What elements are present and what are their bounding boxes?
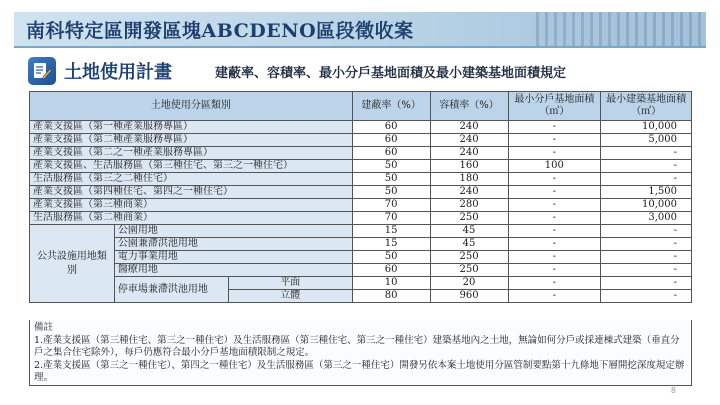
public-name: 公園兼滯洪池用地: [114, 238, 352, 251]
min-household-cell: 100: [508, 160, 601, 173]
far-cell: 45: [430, 225, 508, 238]
min-household-cell: -: [508, 212, 601, 225]
table-row: [30, 277, 692, 290]
coverage-cell: 80: [352, 290, 430, 303]
note-item: 1.產業支援區（第三種住宅、第三之一種住宅）及生活服務區（第三種住宅、第三之一種住宅）建築基地內之土地，無論如何分戶或採連棟式建築（垂直分戶之集合住宅除外），每戶仍應符合最小分戶基地面積限制之規定。: [34, 334, 680, 358]
coverage-cell: 10: [352, 277, 430, 290]
min-building-cell: -: [601, 147, 692, 160]
table-row: [30, 212, 692, 225]
coverage-cell: 60: [352, 264, 430, 277]
far-cell: 280: [430, 199, 508, 212]
parking-type: 立體: [228, 290, 352, 303]
zone-cell: 產業支援區（第二之一種產業服務專區）: [30, 147, 353, 160]
table-row: [30, 199, 692, 212]
far-cell: 240: [430, 147, 508, 160]
edit-document-icon: [28, 57, 56, 85]
parking-type: 平面: [228, 277, 352, 290]
min-building-cell: 10,000: [601, 121, 692, 134]
table-row: [30, 121, 692, 134]
coverage-cell: 70: [352, 199, 430, 212]
coverage-cell: 50: [352, 186, 430, 199]
min-building-cell: -: [601, 173, 692, 186]
min-household-cell: -: [508, 251, 601, 264]
land-use-table: [29, 91, 692, 303]
table-row: [30, 134, 692, 147]
min-household-cell: -: [508, 134, 601, 147]
far-cell: 250: [430, 251, 508, 264]
header-coverage: 建蔽率（%）: [352, 92, 430, 121]
notes-box: [29, 320, 692, 386]
zone-cell: 產業支援區（第四種住宅、第四之一種住宅）: [30, 186, 353, 199]
min-building-cell: 1,500: [601, 186, 692, 199]
min-building-cell: 5,000: [601, 134, 692, 147]
coverage-cell: 60: [352, 134, 430, 147]
zone-cell: 產業支援區（第三種商業）: [30, 199, 353, 212]
table-row: [30, 173, 692, 186]
section-title: 土地使用計畫: [64, 62, 172, 83]
zone-cell: 產業支援區（第一種產業服務專區）: [30, 121, 353, 134]
table-row: [30, 225, 692, 238]
table-row: [30, 147, 692, 160]
header-min-building: 最小建築基地面積（㎡）: [601, 92, 692, 121]
far-cell: 250: [430, 212, 508, 225]
header-zone: 土地使用分區類別: [30, 92, 353, 121]
table-header-row: [30, 92, 692, 121]
table-row: [30, 238, 692, 251]
header-min-household: 最小分戶基地面積（㎡）: [508, 92, 601, 121]
coverage-cell: 50: [352, 251, 430, 264]
coverage-cell: 15: [352, 225, 430, 238]
min-household-cell: -: [508, 264, 601, 277]
header-banner: [14, 12, 706, 48]
far-cell: 160: [430, 160, 508, 173]
zone-cell: 產業支援區、生活服務區（第三種住宅、第三之一種住宅）: [30, 160, 353, 173]
min-household-cell: -: [508, 173, 601, 186]
page-number: 8: [670, 386, 676, 395]
zone-cell: 生活服務區（第二種商業）: [30, 212, 353, 225]
min-household-cell: -: [508, 277, 601, 290]
min-household-cell: -: [508, 147, 601, 160]
coverage-cell: 50: [352, 160, 430, 173]
section-header: [28, 55, 688, 89]
far-cell: 45: [430, 238, 508, 251]
zone-cell: 產業支援區（第二種產業服務專區）: [30, 134, 353, 147]
table-row: [30, 251, 692, 264]
coverage-cell: 50: [352, 173, 430, 186]
zone-cell: 生活服務區（第三之二種住宅）: [30, 173, 353, 186]
parking-name: 停車場兼滯洪池用地: [114, 277, 228, 303]
table-row: [30, 264, 692, 277]
far-cell: 240: [430, 134, 508, 147]
public-name: 公園用地: [114, 225, 352, 238]
coverage-cell: 60: [352, 121, 430, 134]
public-group-label: 公共設施用地類別: [30, 225, 115, 303]
far-cell: 250: [430, 264, 508, 277]
min-building-cell: -: [601, 277, 692, 290]
min-building-cell: 3,000: [601, 212, 692, 225]
coverage-cell: 15: [352, 238, 430, 251]
min-building-cell: -: [601, 264, 692, 277]
section-subtitle: 建蔽率、容積率、最小分戶基地面積及最小建築基地面積規定: [215, 66, 567, 81]
min-building-cell: -: [601, 290, 692, 303]
min-household-cell: -: [508, 121, 601, 134]
header-far: 容積率（%）: [430, 92, 508, 121]
min-building-cell: -: [601, 225, 692, 238]
min-building-cell: 10,000: [601, 199, 692, 212]
min-building-cell: -: [601, 251, 692, 264]
min-building-cell: -: [601, 238, 692, 251]
public-name: 醫療用地: [114, 264, 352, 277]
far-cell: 180: [430, 173, 508, 186]
min-household-cell: -: [508, 186, 601, 199]
min-household-cell: -: [508, 199, 601, 212]
public-name: 電力事業用地: [114, 251, 352, 264]
note-item: 2.產業支援區（第三之一種住宅）、第四之一種住宅）及生活服務區（第三之一種住宅）開發另依本案土地使用分區管制要點第十九條地下層開挖深度規定辦理。: [34, 359, 685, 383]
table-row: [30, 160, 692, 173]
table-row: [30, 186, 692, 199]
coverage-cell: 70: [352, 212, 430, 225]
coverage-cell: 60: [352, 147, 430, 160]
min-household-cell: -: [508, 238, 601, 251]
far-cell: 240: [430, 186, 508, 199]
banner-decoration: [536, 12, 706, 46]
min-household-cell: -: [508, 225, 601, 238]
far-cell: 20: [430, 277, 508, 290]
min-household-cell: -: [508, 290, 601, 303]
far-cell: 240: [430, 121, 508, 134]
far-cell: 960: [430, 290, 508, 303]
page-title: 南科特定區開發區塊ABCDENO區段徵收案: [26, 20, 414, 42]
min-building-cell: -: [601, 160, 692, 173]
notes-title: 備註: [34, 322, 54, 333]
